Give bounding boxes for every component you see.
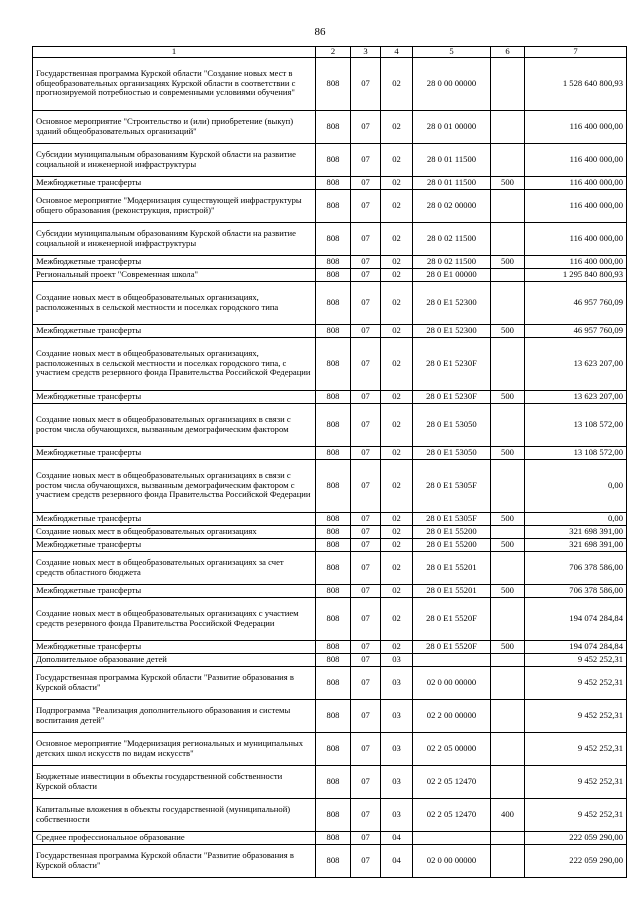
row-target: 28 0 E1 00000 [413,268,491,281]
row-subsection: 02 [381,222,413,255]
row-type [491,666,525,699]
row-type [491,281,525,324]
row-amount: 222 059 290,00 [525,831,627,844]
row-section: 07 [351,666,381,699]
row-section: 07 [351,390,381,403]
row-code: 808 [316,699,351,732]
row-target: 02 2 05 12470 [413,765,491,798]
row-section: 07 [351,551,381,584]
row-subsection: 02 [381,337,413,390]
header-col-3: 3 [351,47,381,58]
header-col-4: 4 [381,47,413,58]
row-subsection: 02 [381,538,413,551]
row-section: 07 [351,699,381,732]
row-code: 808 [316,268,351,281]
row-section: 07 [351,732,381,765]
table-row [33,324,627,337]
table-row [33,446,627,459]
row-type [491,765,525,798]
row-name: Создание новых мест в общеобразовательных организациях [33,525,316,538]
table-row [33,584,627,597]
row-name: Капитальные вложения в объекты государственной (муниципальной) собственности [33,798,316,831]
row-name: Создание новых мест в общеобразовательных организациях за счет средств областного бюджета [33,551,316,584]
row-name: Субсидии муниципальным образованиям Курской области на развитие социальной и инженерной инфраструктуры [33,222,316,255]
row-section: 07 [351,446,381,459]
table-row [33,732,627,765]
row-type: 500 [491,512,525,525]
row-amount: 116 400 000,00 [525,222,627,255]
row-name: Государственная программа Курской области "Развитие образования в Курской области" [33,666,316,699]
row-type [491,143,525,176]
table-header [33,47,627,58]
row-name: Создание новых мест в общеобразовательных организациях, расположенных в сельской местности и поселках городского типа, с участием средств резервного фонда Правительства Российской Федерации [33,337,316,390]
row-section: 07 [351,222,381,255]
row-target: 28 0 E1 5520F [413,640,491,653]
row-type [491,268,525,281]
row-code: 808 [316,143,351,176]
row-subsection: 02 [381,551,413,584]
row-type: 500 [491,640,525,653]
row-section: 07 [351,844,381,877]
table-row [33,699,627,732]
row-name: Основное мероприятие "Строительство и (или) приобретение (выкуп) зданий общеобразовательных организаций" [33,110,316,143]
row-type [491,732,525,765]
row-subsection: 03 [381,699,413,732]
row-subsection: 02 [381,640,413,653]
row-subsection: 03 [381,765,413,798]
row-type [491,110,525,143]
table-row [33,337,627,390]
row-amount: 706 378 586,00 [525,584,627,597]
row-type [491,222,525,255]
row-type: 500 [491,538,525,551]
row-code: 808 [316,222,351,255]
row-subsection: 02 [381,189,413,222]
row-section: 07 [351,653,381,666]
table-row [33,143,627,176]
row-name: Межбюджетные трансферты [33,176,316,189]
row-section: 07 [351,189,381,222]
row-code: 808 [316,189,351,222]
row-code: 808 [316,337,351,390]
row-amount: 1 295 840 800,93 [525,268,627,281]
row-name: Государственная программа Курской области "Развитие образования в Курской области" [33,844,316,877]
table-row [33,831,627,844]
row-section: 07 [351,538,381,551]
table-row [33,666,627,699]
header-col-5: 5 [413,47,491,58]
row-section: 07 [351,57,381,110]
row-target: 28 0 E1 5520F [413,597,491,640]
row-amount: 321 698 391,00 [525,525,627,538]
row-target: 02 2 05 00000 [413,732,491,765]
row-type: 500 [491,446,525,459]
row-name: Создание новых мест в общеобразовательных организациях в связи с ростом числа обучающихся, вызванным демографическим фактором с участием средств резервного фонда Правительства Российской Федерации [33,459,316,512]
table-row [33,459,627,512]
row-target: 28 0 01 11500 [413,143,491,176]
row-subsection: 02 [381,512,413,525]
row-amount: 9 452 252,31 [525,732,627,765]
row-code: 808 [316,390,351,403]
table-row [33,551,627,584]
table-row [33,597,627,640]
row-target: 28 0 E1 55200 [413,525,491,538]
row-type [491,337,525,390]
row-code: 808 [316,551,351,584]
page-number: 86 [314,26,326,38]
row-type: 500 [491,584,525,597]
row-name: Государственная программа Курской области "Создание новых мест в общеобразовательных организациях Курской области в соответствии с прогнозируемой потребностью и современными условиями обучения" [33,57,316,110]
row-name: Основное мероприятие "Модернизация региональных и муниципальных детских школ искусств по видам искусств" [33,732,316,765]
row-code: 808 [316,403,351,446]
row-amount: 0,00 [525,512,627,525]
row-amount: 46 957 760,09 [525,281,627,324]
budget-table [32,46,627,878]
row-subsection: 02 [381,324,413,337]
row-type [491,844,525,877]
row-amount: 194 074 284,84 [525,640,627,653]
table-row [33,281,627,324]
row-target: 02 2 00 00000 [413,699,491,732]
row-amount: 9 452 252,31 [525,666,627,699]
row-target: 28 0 E1 52300 [413,281,491,324]
row-target: 28 0 01 00000 [413,110,491,143]
table-body [33,57,627,877]
row-type: 500 [491,324,525,337]
row-section: 07 [351,143,381,176]
row-name: Межбюджетные трансферты [33,390,316,403]
row-code: 808 [316,110,351,143]
row-subsection: 03 [381,653,413,666]
row-amount: 1 528 640 800,93 [525,57,627,110]
row-section: 07 [351,765,381,798]
row-code: 808 [316,798,351,831]
row-type [491,551,525,584]
row-section: 07 [351,255,381,268]
row-amount: 116 400 000,00 [525,189,627,222]
header-col-7: 7 [525,47,627,58]
table-row [33,765,627,798]
row-section: 07 [351,324,381,337]
header-col-6: 6 [491,47,525,58]
table-row [33,222,627,255]
row-name: Межбюджетные трансферты [33,512,316,525]
row-section: 07 [351,831,381,844]
row-subsection: 02 [381,143,413,176]
row-section: 07 [351,337,381,390]
row-subsection: 02 [381,176,413,189]
row-section: 07 [351,512,381,525]
row-name: Межбюджетные трансферты [33,446,316,459]
row-name: Бюджетные инвестиции в объекты государственной собственности Курской области [33,765,316,798]
row-code: 808 [316,324,351,337]
table-row [33,512,627,525]
row-amount: 13 108 572,00 [525,403,627,446]
row-section: 07 [351,281,381,324]
row-code: 808 [316,281,351,324]
table-row [33,653,627,666]
row-name: Создание новых мест в общеобразовательных организациях в связи с ростом числа обучающихся, вызванным демографическим фактором [33,403,316,446]
row-section: 07 [351,268,381,281]
row-section: 07 [351,403,381,446]
row-code: 808 [316,831,351,844]
row-type [491,459,525,512]
row-type: 400 [491,798,525,831]
row-target: 28 0 E1 52300 [413,324,491,337]
row-subsection: 04 [381,831,413,844]
row-amount: 222 059 290,00 [525,844,627,877]
row-subsection: 02 [381,525,413,538]
row-code: 808 [316,446,351,459]
row-subsection: 02 [381,459,413,512]
row-name: Субсидии муниципальным образованиям Курской области на развитие социальной и инженерной инфраструктуры [33,143,316,176]
row-code: 808 [316,176,351,189]
row-target: 28 0 E1 5230F [413,390,491,403]
row-amount: 706 378 586,00 [525,551,627,584]
row-target: 02 0 00 00000 [413,666,491,699]
header-col-1: 1 [33,47,316,58]
row-name: Дополнительное образование детей [33,653,316,666]
row-type [491,653,525,666]
row-subsection: 02 [381,255,413,268]
row-amount: 116 400 000,00 [525,143,627,176]
row-section: 07 [351,584,381,597]
row-target: 28 0 02 11500 [413,222,491,255]
row-subsection: 02 [381,110,413,143]
row-subsection: 02 [381,281,413,324]
row-target: 28 0 02 00000 [413,189,491,222]
header-col-2: 2 [316,47,351,58]
row-code: 808 [316,57,351,110]
row-section: 07 [351,176,381,189]
row-name: Основное мероприятие "Модернизация существующей инфраструктуры общего образования (реконструкция, пристрой)" [33,189,316,222]
row-section: 07 [351,525,381,538]
row-type [491,525,525,538]
row-target: 02 0 00 00000 [413,844,491,877]
row-section: 07 [351,459,381,512]
row-amount: 116 400 000,00 [525,110,627,143]
row-type [491,189,525,222]
row-amount: 13 623 207,00 [525,390,627,403]
row-amount: 321 698 391,00 [525,538,627,551]
row-name: Создание новых мест в общеобразовательных организациях, расположенных в сельской местности и поселках городского типа [33,281,316,324]
row-subsection: 02 [381,403,413,446]
table-row [33,390,627,403]
row-amount: 9 452 252,31 [525,798,627,831]
row-code: 808 [316,732,351,765]
table-row [33,403,627,446]
row-type [491,597,525,640]
row-name: Межбюджетные трансферты [33,255,316,268]
row-type: 500 [491,390,525,403]
row-code: 808 [316,584,351,597]
row-target [413,653,491,666]
row-code: 808 [316,844,351,877]
row-type [491,831,525,844]
row-name: Межбюджетные трансферты [33,584,316,597]
row-amount: 0,00 [525,459,627,512]
row-name: Межбюджетные трансферты [33,538,316,551]
row-code: 808 [316,255,351,268]
table-row [33,268,627,281]
row-target: 02 2 05 12470 [413,798,491,831]
row-name: Межбюджетные трансферты [33,324,316,337]
row-subsection: 03 [381,732,413,765]
row-amount: 194 074 284,84 [525,597,627,640]
row-type: 500 [491,255,525,268]
row-type: 500 [491,176,525,189]
row-name: Создание новых мест в общеобразовательных организациях с участием средств резервного фонда Правительства Российской Федерации [33,597,316,640]
row-amount: 13 108 572,00 [525,446,627,459]
row-code: 808 [316,538,351,551]
row-subsection: 03 [381,666,413,699]
row-target: 28 0 E1 55201 [413,584,491,597]
row-amount: 46 957 760,09 [525,324,627,337]
row-code: 808 [316,765,351,798]
table-row [33,798,627,831]
row-target: 28 0 E1 55200 [413,538,491,551]
table-row [33,844,627,877]
table-row [33,255,627,268]
row-target: 28 0 01 11500 [413,176,491,189]
row-subsection: 03 [381,798,413,831]
table-row [33,176,627,189]
row-subsection: 04 [381,844,413,877]
row-section: 07 [351,640,381,653]
row-name: Подпрограмма "Реализация дополнительного образования и системы воспитания детей" [33,699,316,732]
table-row [33,640,627,653]
row-target: 28 0 E1 55201 [413,551,491,584]
row-code: 808 [316,653,351,666]
row-section: 07 [351,597,381,640]
row-subsection: 02 [381,57,413,110]
row-subsection: 02 [381,390,413,403]
row-amount: 116 400 000,00 [525,255,627,268]
row-amount: 13 623 207,00 [525,337,627,390]
row-target: 28 0 E1 5305F [413,512,491,525]
row-subsection: 02 [381,584,413,597]
row-code: 808 [316,597,351,640]
row-target: 28 0 E1 53050 [413,446,491,459]
row-name: Межбюджетные трансферты [33,640,316,653]
row-subsection: 02 [381,268,413,281]
row-target [413,831,491,844]
row-target: 28 0 00 00000 [413,57,491,110]
row-subsection: 02 [381,597,413,640]
row-type [491,699,525,732]
row-amount: 9 452 252,31 [525,699,627,732]
row-type [491,57,525,110]
row-code: 808 [316,666,351,699]
row-subsection: 02 [381,446,413,459]
row-amount: 9 452 252,31 [525,765,627,798]
row-code: 808 [316,525,351,538]
row-target: 28 0 E1 5305F [413,459,491,512]
row-code: 808 [316,512,351,525]
row-code: 808 [316,640,351,653]
row-section: 07 [351,110,381,143]
table-row [33,538,627,551]
table-row [33,110,627,143]
row-target: 28 0 02 11500 [413,255,491,268]
row-type [491,403,525,446]
table-row [33,189,627,222]
row-target: 28 0 E1 53050 [413,403,491,446]
table-row [33,57,627,110]
table-row [33,525,627,538]
row-code: 808 [316,459,351,512]
row-name: Региональный проект "Современная школа" [33,268,316,281]
row-name: Среднее профессиональное образование [33,831,316,844]
row-amount: 116 400 000,00 [525,176,627,189]
row-target: 28 0 E1 5230F [413,337,491,390]
row-section: 07 [351,798,381,831]
row-amount: 9 452 252,31 [525,653,627,666]
